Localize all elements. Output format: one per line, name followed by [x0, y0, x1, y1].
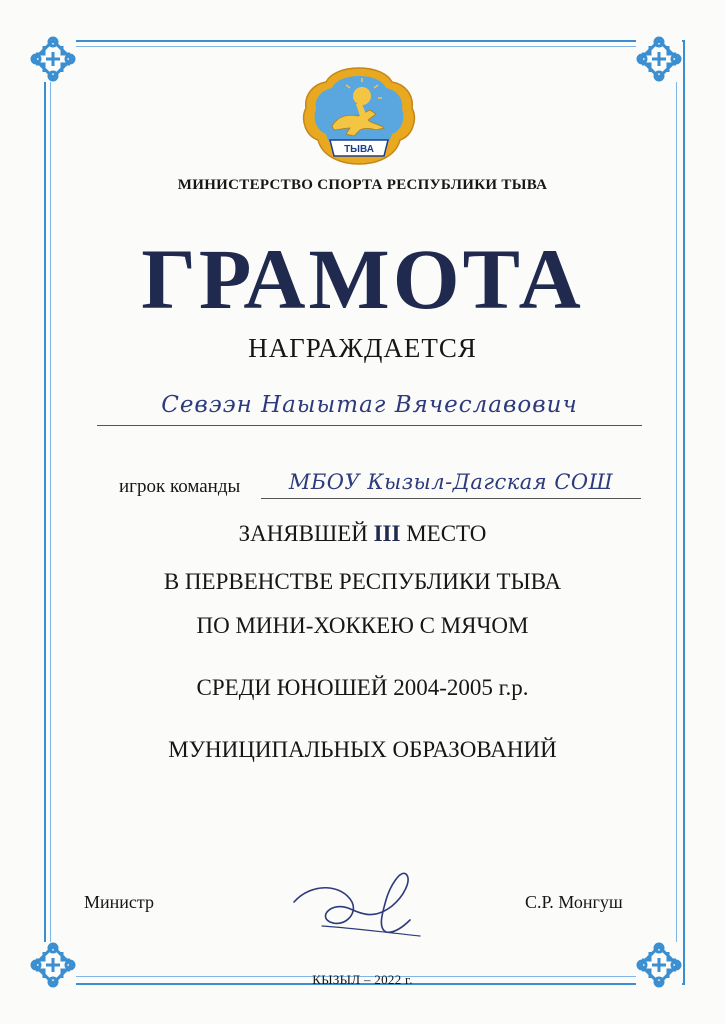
emblem-caption: ТЫВА: [344, 144, 374, 155]
place-suffix: МЕСТО: [406, 521, 487, 546]
endless-knot-icon: [30, 36, 76, 82]
municipal-line: МУНИЦИПАЛЬНЫХ ОБРАЗОВАНИЙ: [168, 737, 557, 762]
sport-line: ПО МИНИ-ХОККЕЮ С МЯЧОМ: [196, 613, 529, 638]
place-number: III: [373, 521, 401, 546]
team-label: игрок команды: [119, 476, 241, 497]
minister-name: С.Р. Монгуш: [525, 892, 623, 912]
place-prefix: ЗАНЯВШЕЙ: [238, 521, 368, 546]
endless-knot-icon: [636, 36, 682, 82]
awarded-label: НАГРАЖДАЕТСЯ: [248, 333, 477, 363]
recipient-name: Севээн Наыытаг Вячеславович: [161, 392, 578, 418]
team-name: МБОУ Кызыл-Дагская СОШ: [288, 470, 614, 494]
age-group-line: СРЕДИ ЮНОШЕЙ 2004-2005 г.р.: [196, 675, 529, 700]
championship-line: В ПЕРВЕНСТВЕ РЕСПУБЛИКИ ТЫВА: [163, 569, 562, 594]
team-underline: [261, 498, 641, 499]
team-row: [119, 470, 642, 502]
place-line: [0, 521, 725, 547]
recipient-underline: [97, 425, 642, 426]
tuva-coat-of-arms-icon: [300, 64, 418, 172]
minister-position: Министр: [84, 892, 154, 912]
signature-icon: [282, 862, 432, 947]
ministry-heading: МИНИСТЕРСТВО СПОРТА РЕСПУБЛИКИ ТЫВА: [177, 177, 548, 193]
city-year-footer: КЫЗЫЛ – 2022 г.: [312, 972, 413, 987]
recipient-row: [97, 392, 642, 430]
certificate-title: ГРАМОТА: [141, 231, 584, 327]
